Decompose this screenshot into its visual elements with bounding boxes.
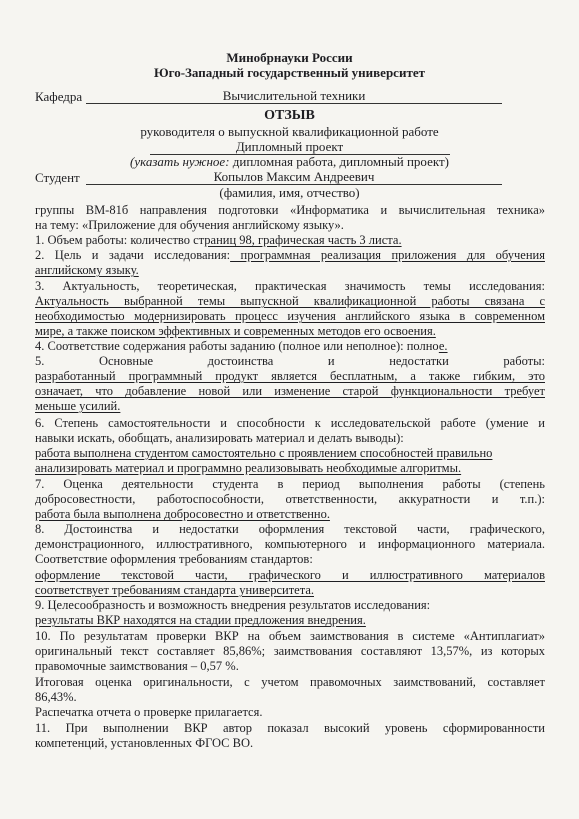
- student-value: Копылов Максим Андреевич: [213, 169, 375, 184]
- body-line: Итоговая оценка оригинальности, с учетом правомочных заимствований, составляет: [35, 675, 545, 689]
- student-label: Студент: [35, 170, 80, 185]
- body-line: Распечатка отчета о проверке прилагается.: [35, 705, 263, 719]
- body-line: 1. Объем работы: количество страниц 98, графическая часть 3 листа.: [35, 233, 402, 247]
- work-type-hint-prefix: (указать нужное:: [130, 154, 230, 169]
- department-value: Вычислительной техники: [222, 88, 366, 103]
- body-line: результаты ВКР находятся на стадии предложения внедрения.: [35, 613, 366, 627]
- student-hint: (фамилия, имя, отчество): [219, 185, 360, 200]
- body-line: 8. Достоинства и недостатки оформления текстовой части, графического,: [35, 522, 545, 536]
- body-line: демонстрационного, иллюстративного, компьютерного и информационного материала.: [35, 537, 545, 551]
- body-line: 7. Оценка деятельности студента в период выполнения работы (степень: [35, 477, 545, 491]
- university-heading: Юго-Западный государственный университет: [154, 65, 425, 80]
- body-line: разработанный программный продукт является бесплатным, а также гибким, это: [35, 369, 545, 383]
- body-line: 10. По результатам проверки ВКР на объем заимствования в системе «Антиплагиат»: [35, 629, 545, 643]
- body-line: анализировать материал и программно реализовывать необходимые алгоритмы.: [35, 461, 462, 475]
- body-line: правомочные заимствования – 0,57 %.: [35, 659, 239, 673]
- body-line: английскому языку.: [35, 263, 139, 277]
- body-line: компетенций, установленных ФГОС ВО.: [35, 736, 254, 750]
- body-line: на тему: «Приложение для обучения английскому языку».: [35, 218, 344, 232]
- body-line: 11. При выполнении ВКР автор показал высокий уровень сформированности: [35, 721, 545, 735]
- body-line: меньше усилий.: [35, 399, 121, 413]
- body-line: 86,43%.: [35, 690, 77, 704]
- body-line: 4. Соответствие содержания работы заданию (полное или неполное): полное.: [35, 339, 448, 353]
- body-line: необходимостью модернизировать процесс изучения английского языка в современном: [35, 309, 545, 323]
- body-line: добросовестности, работоспособности, ответственности, аккуратности и т.п.):: [35, 492, 545, 506]
- body-line: Актуальность выбранной темы выпускной квалификационной работы связана с: [35, 294, 545, 308]
- body-line: соответствует требованиям стандарта университета.: [35, 583, 314, 597]
- body-line: 6. Степень самостоятельности и способности к исследовательской работе (умение и: [35, 416, 545, 430]
- work-type-value: Дипломный проект: [235, 139, 344, 154]
- body-line: 3. Актуальность, теоретическая, практическая значимость темы исследования:: [35, 279, 545, 293]
- body-line: навыки искать, обобщать, анализировать материал и делать выводы):: [35, 431, 404, 445]
- body-line: 5. Основные достоинства и недостатки работы:: [35, 354, 545, 368]
- body-line: означает, что добавление новой или изменение старой функциональности требует: [35, 384, 545, 398]
- body-line: Соответствие оформления требованиям стандартов:: [35, 552, 313, 566]
- body-line: работа выполнена студентом самостоятельно с проявлением способностей правильно: [35, 446, 493, 460]
- body-line: оформление текстовой части, графического и иллюстративного материалов: [35, 568, 545, 582]
- body-line: группы ВМ-81б направления подготовки «Информатика и вычислительная техника»: [35, 203, 545, 217]
- body-line: оригинальный текст составляет 85,86%; заимствования составляют 13,57%, из которых: [35, 644, 545, 658]
- body-line: мире, а также поиском эффективных и современных методов его освоения.: [35, 324, 436, 338]
- document-subtitle: руководителя о выпускной квалификационной работе: [140, 124, 439, 139]
- work-type-hint-rest: дипломная работа, дипломный проект): [229, 154, 449, 169]
- ministry-heading: Минобрнауки России: [226, 50, 353, 65]
- work-type-hint: [0, 154, 579, 170]
- body-line: 9. Целесообразность и возможность внедрения результатов исследования:: [35, 598, 431, 612]
- department-label: Кафедра: [35, 89, 83, 104]
- document-title: ОТЗЫВ: [264, 108, 315, 123]
- body-line: работа была выполнена добросовестно и ответственно.: [35, 507, 330, 521]
- body-line: 2. Цель и задачи исследования: программная реализация приложения для обучения: [35, 248, 545, 262]
